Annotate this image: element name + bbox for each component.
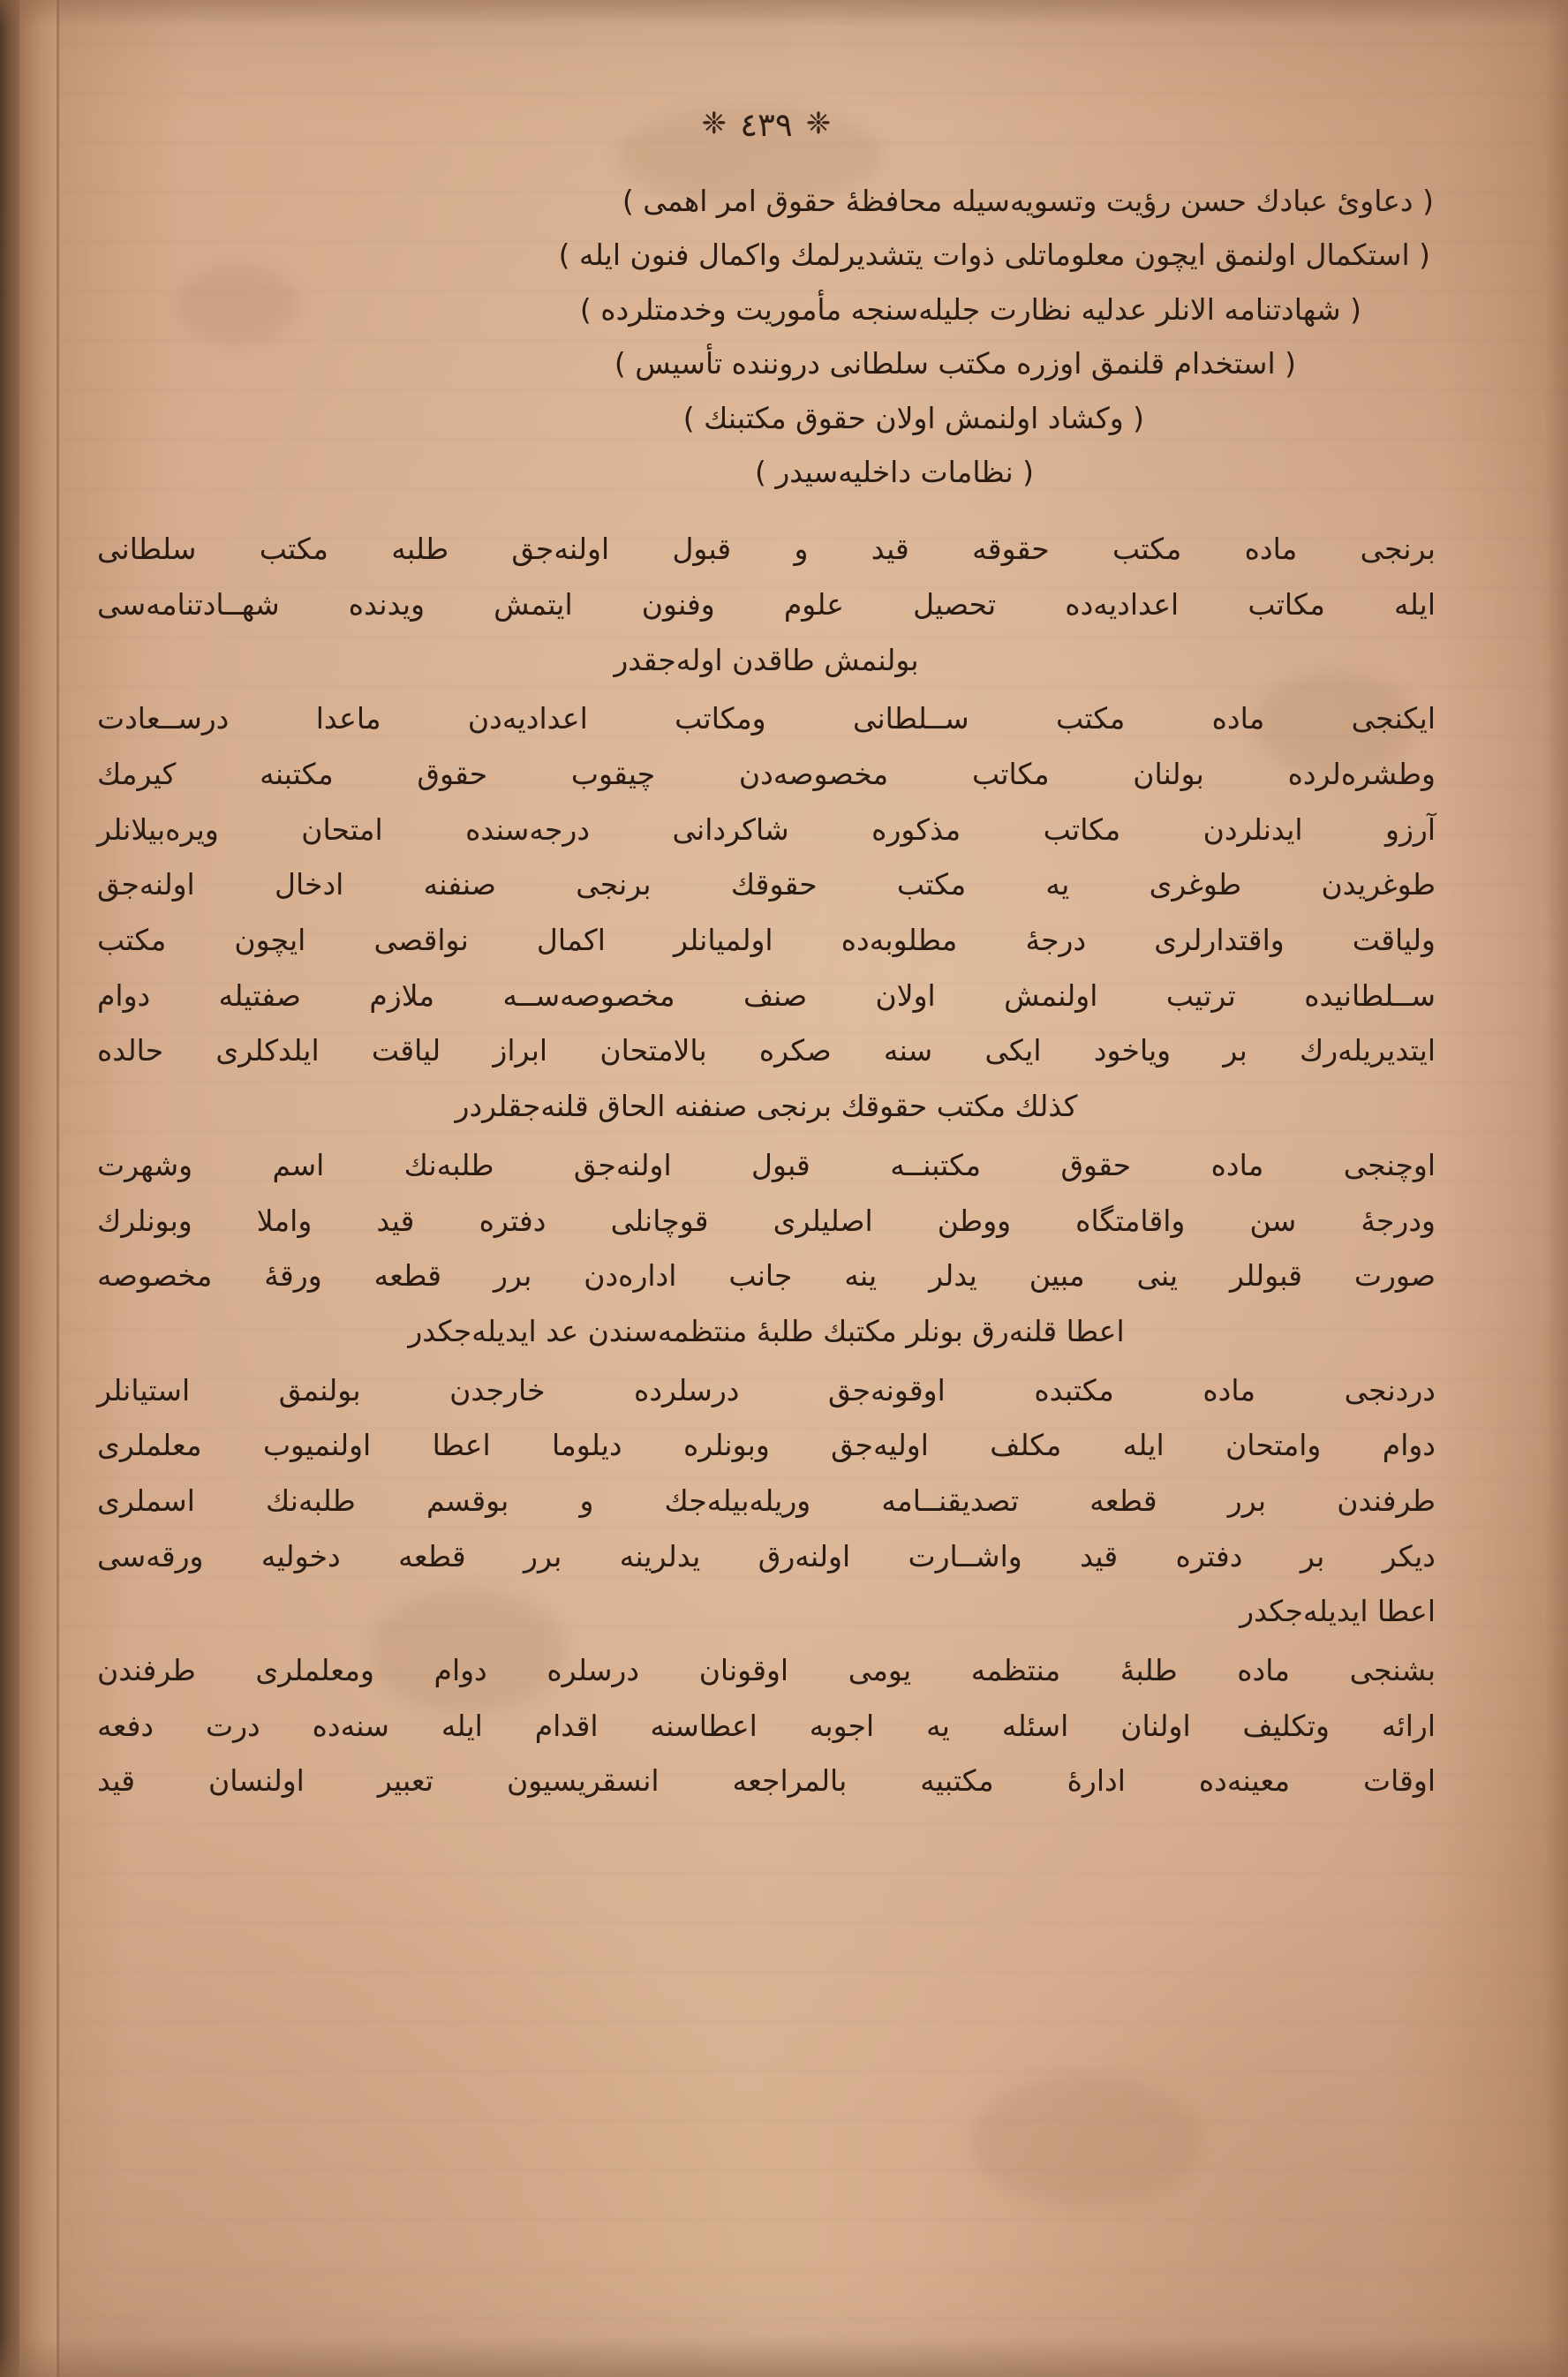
article-1-line-1: برنجى ماده مكتب حقوقه قيد و قبول اولنه‌جق طلبه مكتب سلطانى: [97, 532, 1436, 567]
binding-fold-line: [57, 0, 59, 2377]
page-number: ٤٣٩: [740, 106, 793, 144]
floral-ornament-icon: ❈: [701, 105, 727, 141]
article-2-line-4: طوغريدن طوغرى يه مكتب حقوقك برنجى صنفنه ادخال اولنه‌جق: [97, 867, 1436, 902]
article-2-line-2: وطشره‌لرده بولنان مكاتب مخصوصه‌دن چيقوب حقوق مكتبنه كيرمك: [97, 757, 1436, 791]
article-5-line-1: بشنجى ماده طلبهٔ منتظمه يومى اوقونان درسلره دوام ومعلملرى طرفندن: [97, 1653, 1436, 1687]
article-3-line-3: صورت قبوللر ينى مبين يدلر ينه جانب اداره‌دن برر قطعه ورقهٔ مخصوصه: [97, 1258, 1436, 1294]
page-edge-right: [1545, 0, 1568, 2377]
article-2-line-1: ايكنجى ماده مكتب ســلطانى ومكاتب اعداديه‌دن ماعدا درســعادت: [97, 701, 1436, 736]
article-1-line-2: ايله مكاتب اعداديه‌ده تحصيل علوم وفنون ايتمش ويدنده شهــادتنامه‌سى: [97, 586, 1436, 622]
heading-line-3: ( شهادتنامه الانلر عدليه نظارت جليله‌سنجه مأموريت وخدمتلرده ): [579, 291, 1361, 327]
heading-line-5: ( وكشاد اولنمش اولان حقوق مكتبنك ): [682, 400, 1144, 435]
article-3-line-4: اعطا قلنه‌رق بونلر مكتبك طلبهٔ منتظمه‌سندن عد ايديله‌جكدر: [408, 1313, 1125, 1348]
article-4-line-5: اعطا ايديله‌جكدر: [1240, 1594, 1436, 1629]
article-2-line-6: ســلطانيده ترتيب اولنمش اولان صنف مخصوصه‌ســه ملازم صفتيله دوام: [97, 977, 1436, 1013]
article-2-line-5: ولياقت واقتدارلرى درجهٔ مطلوبه‌ده اولميانلر اكمال نواقصى ايچون مكتب: [97, 923, 1436, 958]
page-header: [97, 106, 1436, 144]
article-2-line-3: آرزو ايدنلردن مكاتب مذكوره شاكردانى درجه‌سنده امتحان ويره‌بيلانلر: [97, 811, 1436, 847]
binding-edge-strip: [19, 0, 58, 2377]
heading-line-6: ( نظامات داخليه‌سيدر ): [754, 454, 1034, 489]
article-5: [97, 1643, 1436, 1809]
article-2-line-7: ايتديريله‌رك بر وياخود ايكى سنه صكره بالامتحان ابراز لياقت ايلدكلرى حالده: [97, 1033, 1436, 1068]
article-4-line-3: طرفندن برر قطعه تصديقنــامه وريله‌بيله‌جك و بوقسم طلبه‌نك اسملرى: [97, 1483, 1436, 1518]
article-4-line-2: دوام وامتحان ايله مكلف اوليه‌جق وبونلره ديلوما اعطا اولنميوب معلملرى: [97, 1428, 1436, 1463]
page-edge-bottom: [0, 2336, 1568, 2377]
article-3-line-1: اوچنجى ماده حقوق مكتبنــه قبول اولنه‌جق طلبه‌نك اسم وشهرت: [97, 1147, 1436, 1182]
article-5-line-2: ارائه وتكليف اولنان اسئله يه اجوبه اعطاسنه اقدام ايله سنه‌ده درت دفعه: [97, 1708, 1436, 1743]
article-4-line-1: دردنجى ماده مكتبده اوقونه‌جق درسلرده خارجدن بولنمق استيانلر: [97, 1372, 1436, 1407]
article-5-line-3: اوقات معينه‌ده ادارهٔ مكتبيه بالمراجعه انسقريسيون تعبير اولنسان قيد: [97, 1763, 1436, 1799]
page-edge-top: [0, 0, 1568, 26]
heading-line-4: ( استخدام قلنمق اوزره مكتب سلطانى دروننده تأسيس ): [614, 346, 1296, 381]
article-3-line-2: ودرجهٔ سن واقامتگاه ووطن اصليلرى قوچانلى دفتره قيد واملا وبونلرك: [97, 1203, 1436, 1238]
article-2-line-8: كذلك مكتب حقوقك برنجى صنفنه الحاق قلنه‌جقلردر: [455, 1089, 1078, 1124]
binding-gutter-shadow: [0, 0, 19, 2377]
floral-ornament-icon: ❈: [805, 105, 832, 141]
heading-line-1: ( دعاوىٔ عبادك حسن رؤيت وتسويه‌سيله محافظهٔ حقوق امر اهمى ): [622, 184, 1434, 218]
article-1: [97, 522, 1436, 688]
article-4: [97, 1363, 1436, 1640]
article-1-line-3: بولنمش طاقدن اوله‌جقدر: [614, 642, 919, 677]
article-4-line-4: ديكر بر دفتره قيد واشــارت اولنه‌رق يدلرينه برر قطعه دخوليه ورقه‌سى: [97, 1538, 1436, 1573]
text-block: [97, 106, 1436, 2298]
title-heading-block: [97, 174, 1436, 499]
article-2: [97, 691, 1436, 1135]
heading-line-2: ( استكمال اولنمق ايچون معلوماتلى ذوات يتشديرلمك واكمال فنون ايله ): [558, 238, 1430, 273]
article-3: [97, 1138, 1436, 1360]
